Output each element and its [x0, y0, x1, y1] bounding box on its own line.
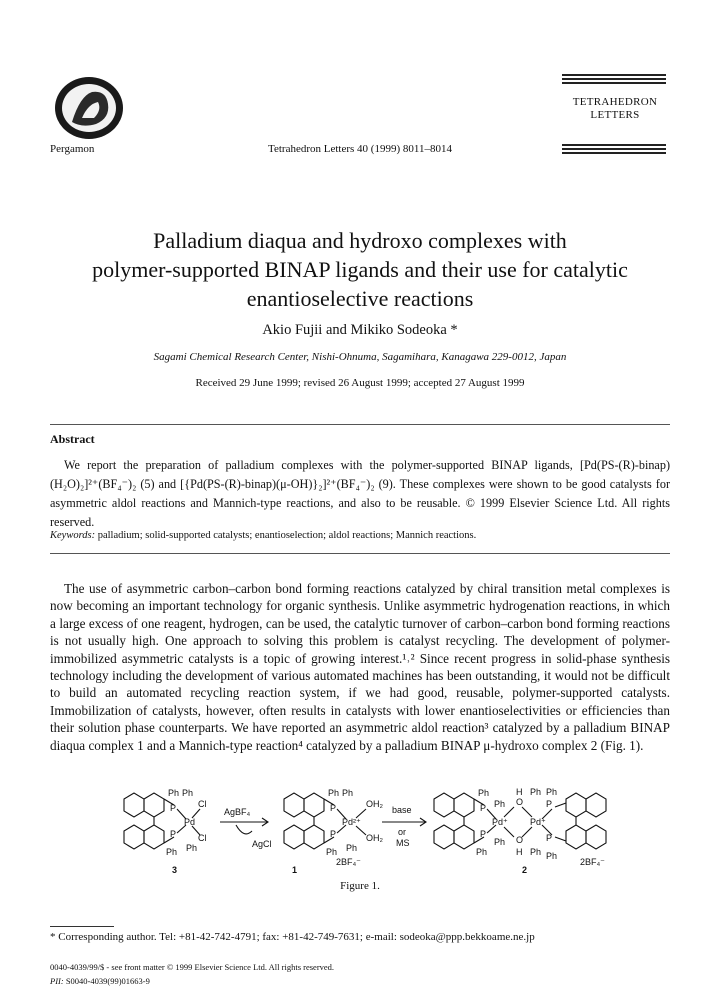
- label-ph: Ph: [166, 847, 178, 857]
- label-ph: Ph: [478, 788, 490, 798]
- reaction-scheme: [110, 785, 630, 875]
- label-pd: Pd: [184, 817, 196, 827]
- pii-line: [50, 976, 690, 986]
- label-o: O: [516, 835, 524, 845]
- label-p: P: [330, 829, 337, 839]
- label-pdplus: Pd⁺: [530, 817, 546, 827]
- label-ph: Ph: [530, 847, 542, 857]
- corresponding-author-footnote: * Corresponding author. Tel: +81-42-742-4791; fax: +81-42-749-7631; e-mail: sodeoka@ppp.bekkoame.ne.jp: [50, 931, 535, 943]
- abstract-heading: Abstract: [50, 432, 95, 446]
- label-p: P: [330, 803, 337, 813]
- label-agcl: AgCl: [252, 839, 272, 849]
- elsevier-tree-seal-icon: [52, 74, 126, 142]
- journal-reference: Tetrahedron Letters 40 (1999) 8011–8014: [268, 143, 452, 155]
- divider: [50, 424, 670, 425]
- label-counterion: 2BF₄⁻: [336, 857, 361, 867]
- affiliation: Sagami Chemical Research Center, Nishi-Ohnuma, Sagamihara, Kanagawa 229-0012, Japan: [153, 351, 567, 363]
- abstract-body: We report the preparation of palladium complexes with the polymer-supported BINAP ligands, [Pd(PS-(R)-binap)(H₂O)₂]²⁺(BF₄⁻)₂ (5) and [{Pd(PS-(R)-binap)(μ-OH)}₂]²⁺(BF₄⁻)₂ (9). These complexes were shown to be good catalysts for asymmetric aldol reactions and Mannich-type reactions, and also to be reusable. © 1999 Elsevier Science Ltd. All rights reserved.: [50, 458, 670, 529]
- pii-value: S0040-4039(99)01663-9: [63, 976, 150, 986]
- received-dates: Received 29 June 1999; revised 26 August 1999; accepted 27 August 1999: [195, 377, 525, 389]
- label-ph: Ph: [168, 788, 180, 798]
- journal-title-rule-bottom: [562, 144, 666, 156]
- label-ph: Ph: [494, 837, 506, 847]
- label-or: or: [398, 827, 407, 837]
- figure-caption: Figure 1.: [340, 880, 380, 892]
- compound-1-label: 1: [292, 865, 298, 875]
- pii-label: PII:: [50, 976, 64, 986]
- keywords: [50, 530, 670, 541]
- label-counterion: 2BF₄⁻: [580, 857, 605, 867]
- label-ph: Ph: [182, 788, 194, 798]
- label-ph: Ph: [326, 847, 338, 857]
- journal-title-rule-top: [562, 74, 666, 86]
- label-oh2: OH₂: [366, 833, 383, 843]
- label-o: O: [516, 797, 524, 807]
- journal-title: [540, 96, 690, 122]
- divider: [50, 553, 670, 554]
- label-p: P: [170, 803, 177, 813]
- label-p: P: [170, 829, 177, 839]
- compound-2-label: 2: [522, 865, 528, 875]
- title-line2: polymer-supported BINAP ligands and their use for catalytic: [92, 257, 628, 282]
- label-pd2plus: Pd²⁺: [342, 817, 361, 827]
- journal-title-line1: TETRAHEDRON: [572, 96, 658, 108]
- journal-title-line2: LETTERS: [590, 109, 640, 122]
- authors: Akio Fujii and Mikiko Sodeoka *: [262, 322, 458, 338]
- label-pdplus: Pd⁺: [492, 817, 508, 827]
- copyright-line: 0040-4039/99/$ - see front matter © 1999 Elsevier Science Ltd. All rights reserved.: [50, 962, 335, 972]
- label-h: H: [516, 847, 523, 857]
- label-p: P: [480, 803, 487, 813]
- label-ph: Ph: [328, 788, 340, 798]
- label-agbf4: AgBF₄: [224, 807, 251, 817]
- article-title: [40, 226, 680, 313]
- intro-paragraph: The use of asymmetric carbon–carbon bond forming reactions catalyzed by chiral transition metal complexes is now becoming an important technology for organic synthesis. Unlike asymmetric hydrogenation reactions, in which a large excess of one reagent, hydrogen, can be used, the catalytic turnover of carbon–carbon bond forming reactions is not usually high. One approach to solving this problem is catalyst recycling. The development of polymer-immobilized asymmetric catalysts is a topic of growing interest.¹˒² Since recent progress in solid-phase synthesis technology including the development of various automated machines has been outstanding, it would not be difficult to build an automated recycling reaction system, if we had good, reusable, polymer-supported catalysts. Immobilization of catalysts, however, often results in catalysts with lower enantioselectivities or efficiencies than their solution phase counterparts. We have reported an asymmetric aldol reaction³ catalyzed by a palladium BINAP diaqua complex 1 and a Mannich-type reaction⁴ catalyzed by a palladium BINAP μ-hydroxo complex 2 (Fig. 1).: [50, 581, 670, 753]
- label-ph: Ph: [494, 799, 506, 809]
- label-ph: Ph: [546, 851, 558, 861]
- title-line1: Palladium diaqua and hydroxo complexes with: [153, 228, 567, 253]
- label-ms: MS: [396, 838, 410, 848]
- label-cl: Cl: [198, 833, 207, 843]
- label-ph: Ph: [342, 788, 354, 798]
- label-p: P: [480, 829, 487, 839]
- label-ph: Ph: [530, 787, 542, 797]
- keywords-label: Keywords:: [50, 530, 96, 541]
- publisher-name: Pergamon: [50, 143, 95, 155]
- title-line3: enantioselective reactions: [246, 286, 474, 311]
- label-p: P: [546, 799, 553, 809]
- keywords-list: palladium; solid-supported catalysts; enantioselection; aldol reactions; Mannich reactions.: [97, 530, 477, 541]
- label-ph: Ph: [546, 787, 558, 797]
- label-ph: Ph: [186, 843, 198, 853]
- label-cl: Cl: [198, 799, 207, 809]
- label-oh2: OH₂: [366, 799, 383, 809]
- label-ph: Ph: [346, 843, 358, 853]
- label-base: base: [392, 805, 412, 815]
- footnote-rule: [50, 926, 114, 927]
- compound-3-label: 3: [172, 865, 178, 875]
- label-h: H: [516, 787, 523, 797]
- label-ph: Ph: [476, 847, 488, 857]
- label-p: P: [546, 833, 553, 843]
